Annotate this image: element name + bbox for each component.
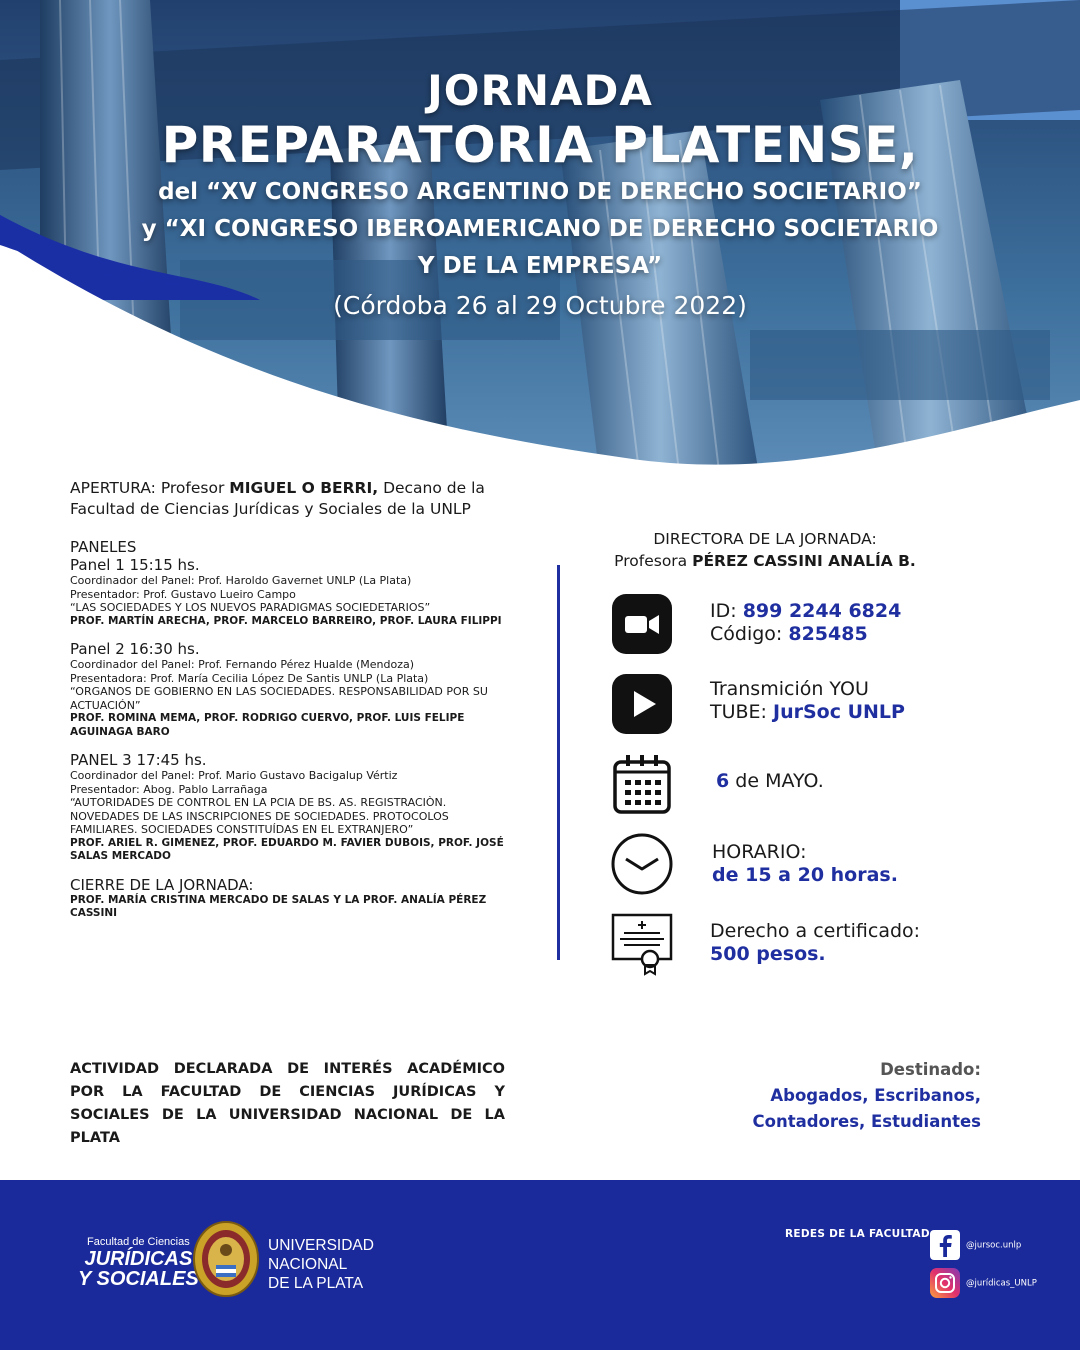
- column-divider: [557, 565, 560, 960]
- panel-title: Panel 1 15:15 hs.: [70, 556, 200, 574]
- footer: [0, 1180, 1080, 1350]
- facebook-link[interactable]: [930, 1230, 1021, 1261]
- hero-banner: [0, 0, 1080, 480]
- zoom-id-label: ID:: [710, 600, 743, 622]
- zoom-info: [710, 600, 901, 646]
- zoom-code: 825485: [788, 623, 868, 645]
- cierre-title: CIERRE DE LA JORNADA:: [70, 875, 254, 894]
- hero-subtitle-1: del “XV CONGRESO ARGENTINO DE DERECHO SOCIETARIO”: [158, 179, 922, 205]
- apertura-suffix: Decano de la Facultad de Ciencias Jurídicas y Sociales de la UNLP: [70, 479, 485, 518]
- panel-coordinator: Coordinador del Panel: Prof. Haroldo Gavernet UNLP (La Plata): [70, 574, 412, 587]
- social-title: REDES DE LA FACULTAD: [785, 1228, 930, 1240]
- horario-label: HORARIO:: [712, 841, 807, 863]
- panel-presenter: Presentador: Abog. Pablo Larrañaga: [70, 782, 268, 796]
- unlp-logo: [268, 1236, 374, 1293]
- instagram-icon: [930, 1268, 960, 1298]
- zoom-code-label: Código:: [710, 623, 789, 645]
- panel-coordinator: Coordinador del Panel: Prof. Fernando Pérez Hualde (Mendoza): [70, 658, 415, 671]
- youtube-info: [710, 678, 905, 724]
- certificate-info: [710, 920, 920, 966]
- panel-coordinator: Coordinador del Panel: Prof. Mario Gustavo Bacigalup Vértiz: [70, 769, 398, 782]
- academic-interest-declaration: ACTIVIDAD DECLARADA DE INTERÉS ACADÉMICO POR LA FACULTAD DE CIENCIAS JURÍDICAS Y SOCIALES DE LA UNIVERSIDAD NACIONAL DE LA PLATA: [70, 1061, 505, 1146]
- faculty-big-2: Y SOCIALES: [78, 1268, 199, 1290]
- apertura-name: MIGUEL O BERRI,: [229, 479, 379, 497]
- faculty-big-1: JURÍDICAS: [84, 1248, 193, 1270]
- cierre-speakers: PROF. MARÍA CRISTINA MERCADO DE SALAS Y LA PROF. ANALÍA PÉREZ CASSINI: [70, 893, 487, 919]
- certificate-label: Derecho a certificado:: [710, 920, 921, 942]
- panel-title: PANEL 3 17:45 hs.: [70, 751, 207, 769]
- hero-title-jornada: JORNADA: [427, 66, 653, 115]
- instagram-link[interactable]: [930, 1268, 1037, 1299]
- date-month: de MAYO.: [729, 770, 824, 792]
- zoom-icon: [610, 592, 674, 656]
- panel-topic: “LAS SOCIEDADES Y LOS NUEVOS PARADIGMAS SOCIEDETARIOS”: [70, 601, 431, 614]
- clock-icon: [610, 832, 674, 896]
- play-icon: [610, 672, 674, 736]
- cierre: [70, 876, 510, 921]
- certificate-icon: [610, 912, 674, 976]
- date-info: [716, 770, 824, 793]
- youtube-prefix: TUBE:: [710, 701, 773, 723]
- destinado-line1: Abogados, Escribanos,: [770, 1086, 981, 1105]
- youtube-line1: Transmición YOU: [710, 678, 869, 700]
- destinado-line2: Contadores, Estudiantes: [752, 1112, 981, 1131]
- panel-presenter: Presentadora: Prof. María Cecilia López De Santis UNLP (La Plata): [70, 671, 429, 685]
- program-column: [70, 478, 510, 933]
- faculty-small: Facultad de Ciencias: [87, 1236, 190, 1248]
- unlp-line3: DE LA PLATA: [268, 1275, 364, 1292]
- university-seal-icon: [192, 1220, 260, 1298]
- target-audience: [753, 1057, 982, 1135]
- panel-3: [70, 751, 510, 864]
- date-day: 6: [716, 770, 730, 792]
- destinado-label: Destinado:: [880, 1060, 981, 1079]
- panel-title: Panel 2 16:30 hs.: [70, 640, 200, 658]
- hero-subtitle-2: y “XI CONGRESO IBEROAMERICANO DE DERECHO SOCIETARIO: [141, 216, 939, 242]
- apertura: [70, 478, 510, 520]
- instagram-handle: @jurídicas_UNLP: [966, 1278, 1037, 1289]
- directora-prefix: Profesora: [614, 552, 693, 570]
- directora-block: [580, 528, 950, 572]
- directora-label: DIRECTORA DE LA JORNADA:: [653, 530, 877, 548]
- panel-1: [70, 556, 510, 628]
- panel-topic: “ORGANOS DE GOBIERNO EN LAS SOCIEDADES. RESPONSABILIDAD POR SU ACTUACIÓN”: [70, 685, 488, 712]
- hero-title-preparatoria: PREPARATORIA PLATENSE,: [161, 116, 919, 174]
- panel-topic: “AUTORIDADES DE CONTROL EN LA PCIA DE BS. AS. REGISTRACIÒN. NOVEDADES DE LAS INSCRIPCIONES DE SOCIEDADES. PROTOCOLOS FAMILIARES. SOCIEDADES CONSTITUÍDAS EN EL EXTRANJERO”: [70, 796, 449, 836]
- directora-name: PÉREZ CASSINI ANALÍA B.: [692, 552, 916, 570]
- calendar-icon: [610, 752, 674, 816]
- horario-value: de 15 a 20 horas.: [712, 864, 898, 886]
- panel-speakers: PROF. ROMINA MEMA, PROF. RODRIGO CUERVO, PROF. LUIS FELIPE AGUINAGA BARO: [70, 712, 465, 738]
- hero-date: (Córdoba 26 al 29 Octubre 2022): [333, 291, 747, 320]
- horario-info: [712, 841, 898, 887]
- youtube-channel: JurSoc UNLP: [773, 701, 905, 723]
- panel-2: [70, 640, 510, 739]
- facebook-icon: [930, 1230, 960, 1260]
- panel-presenter: Presentador: Prof. Gustavo Lueiro Campo: [70, 587, 296, 601]
- unlp-line1: UNIVERSIDAD: [268, 1237, 374, 1254]
- apertura-prefix: APERTURA: Profesor: [70, 479, 230, 497]
- directora-name-line: [580, 550, 950, 572]
- certificate-price: 500 pesos.: [710, 943, 826, 965]
- panel-speakers: PROF. ARIEL R. GIMENEZ, PROF. EDUARDO M. FAVIER DUBOIS, PROF. JOSÉ SALAS MERCADO: [70, 836, 504, 862]
- unlp-line2: NACIONAL: [268, 1256, 348, 1273]
- zoom-id: 899 2244 6824: [742, 600, 902, 622]
- hero-subtitle-3: Y DE LA EMPRESA”: [417, 253, 663, 279]
- paneles-title: PANELES: [70, 538, 137, 556]
- facebook-handle: @jursoc.unlp: [966, 1240, 1022, 1251]
- faculty-logo: [78, 1236, 199, 1289]
- panel-speakers: PROF. MARTÍN ARECHA, PROF. MARCELO BARREIRO, PROF. LAURA FILIPPI: [70, 614, 502, 627]
